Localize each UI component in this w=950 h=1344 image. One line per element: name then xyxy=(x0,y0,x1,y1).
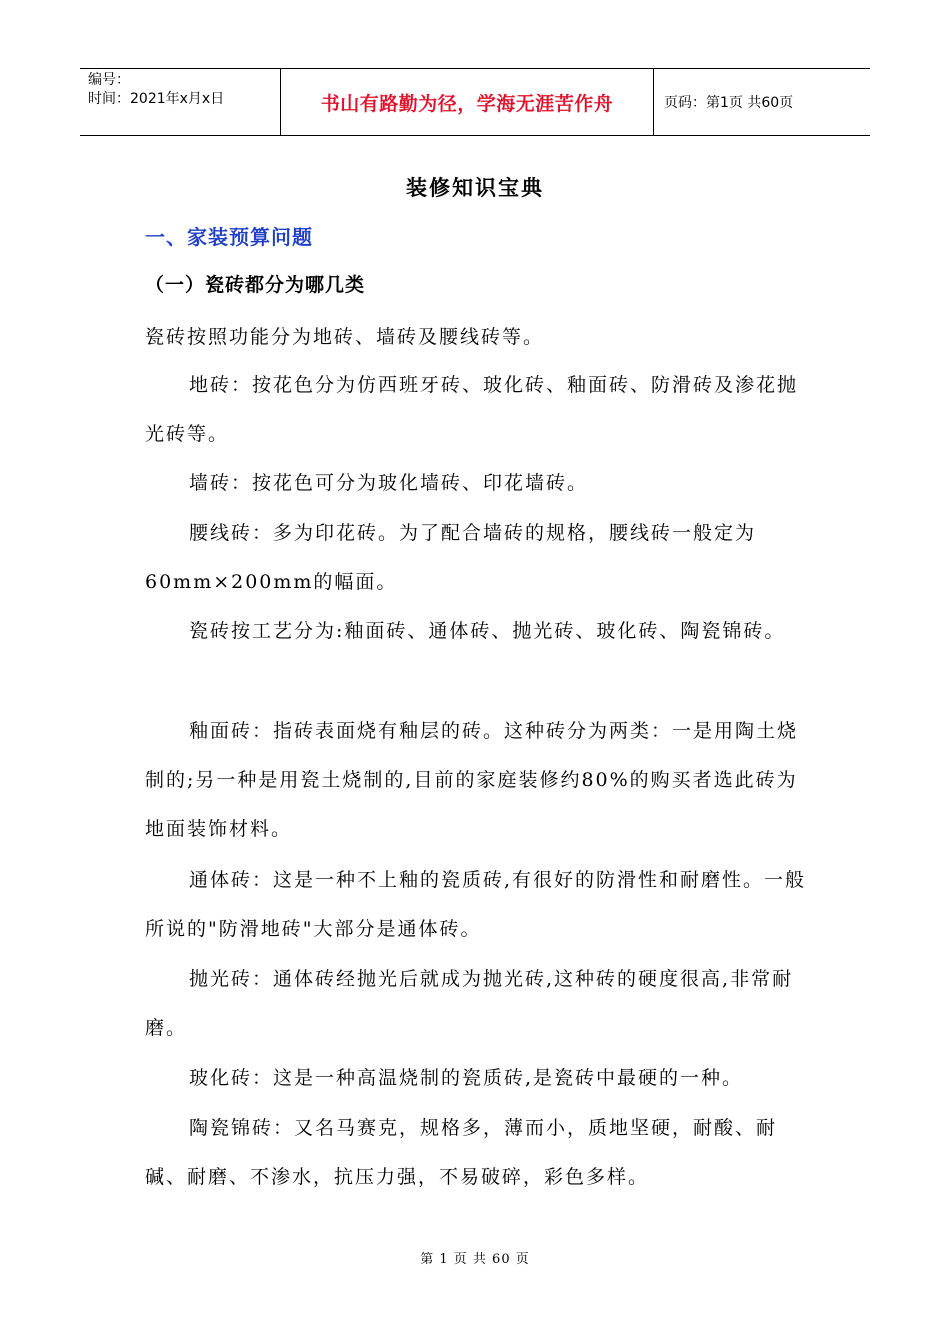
page-footer: 第 1 页 共 60 页 xyxy=(420,1252,530,1267)
paragraph-process-types: 瓷砖按工艺分为:釉面砖、通体砖、抛光砖、玻化砖、陶瓷锦砖。 xyxy=(189,620,786,642)
header-page-info: 页码：第1页 共60页 xyxy=(664,95,794,111)
section-heading: 一、家装预算问题 xyxy=(145,225,313,249)
paragraph-mosaic-tile: 陶瓷锦砖：又名马赛克，规格多，薄而小，质地坚硬，耐酸、耐碱、耐磨、不渗水，抗压力强，不易破碎，彩色多样。 xyxy=(145,1117,778,1188)
paragraph-polished-tile: 抛光砖：通体砖经抛光后就成为抛光砖,这种砖的硬度很高,非常耐磨。 xyxy=(145,968,794,1039)
paragraph-glazed-tile: 釉面砖：指砖表面烧有釉层的砖。这种砖分为两类：一是用陶土烧制的;另一种是用瓷土烧制的,目前的家庭装修约80%的购买者选此砖为地面装饰材料。 xyxy=(145,720,799,840)
paragraph-full-body-tile: 通体砖：这是一种不上釉的瓷质砖,有很好的防滑性和耐磨性。一般所说的"防滑地砖"大部分是通体砖。 xyxy=(145,869,807,940)
document-date: 时间：2021年x月x日 xyxy=(88,91,225,107)
paragraph-intro: 瓷砖按照功能分为地砖、墙砖及腰线砖等。 xyxy=(145,326,545,348)
document-number-label: 编号： xyxy=(88,72,130,88)
paragraph-vitrified-tile: 玻化砖：这是一种高温烧制的瓷质砖,是瓷砖中最硬的一种。 xyxy=(189,1067,744,1089)
document-title: 装修知识宝典 xyxy=(406,175,544,200)
header-meta xyxy=(80,69,280,135)
paragraph-floor-tile: 地砖：按花色分为仿西班牙砖、玻化砖、釉面砖、防滑砖及渗花抛光砖等。 xyxy=(145,374,799,445)
paragraph-waistline-tile: 腰线砖：多为印花砖。为了配合墙砖的规格，腰线砖一般定为60mm×200mm的幅面。 xyxy=(145,522,757,593)
paragraph-wall-tile: 墙砖：按花色可分为玻化墙砖、印花墙砖。 xyxy=(189,472,589,494)
document-header xyxy=(80,68,870,136)
subsection-heading: （一）瓷砖都分为哪几类 xyxy=(145,274,366,296)
header-motto: 书山有路勤为径，学海无涯苦作舟 xyxy=(280,69,654,135)
